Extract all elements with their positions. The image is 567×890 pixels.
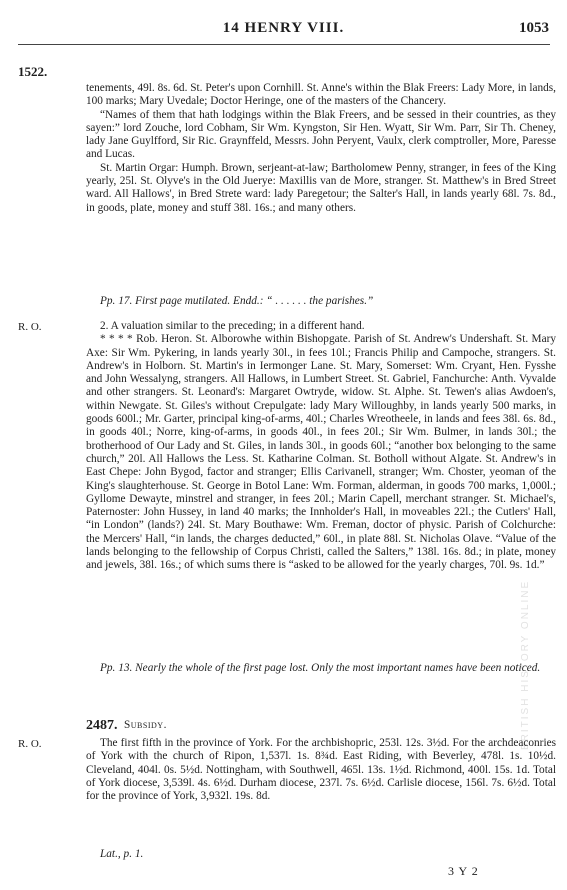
entry-source-ref: R. O. (18, 738, 42, 750)
page-number: 1053 (519, 20, 549, 36)
paragraph: St. Martin Orgar: Humph. Brown, serjeant-at-law; Bartholomew Penny, stranger, in fees of the King yearly, 25l. St. Olyve's in the Old Juerye: Maxillis van de More, stranger. St. Matthew's in Bred Street ward. All Hallows', in Bred Strete ward: lady Paregetour; the Salter's Hall, in lands yearly 68l. 7s. 8d., in goods, plate, money and stuff 38l. 16s.; and many others. (86, 161, 556, 214)
running-title: 14 HENRY VIII. (222, 20, 345, 36)
section-1-note: Pp. 17. First page mutilated. Endd.: “ . . . . . . the parishes.” (100, 295, 374, 307)
signature-mark: 3 Y 2 (448, 864, 479, 878)
paragraph: * * * * Rob. Heron. St. Alborowhe within Bishopgate. Parish of St. Andrew's Undershaft. St. Mary Axe: Sir Wm. Pykering, in lands yearly 30l., in fees 10l.; Francis Philip and Campoche, strangers. St. Andrew's in Holborn. St. Martin's in Iermonger Lane. St. Mary, Somerset: Wm. Cryant, Hen. Fysshe and John Wessalyng, strangers. All Hallows, in Lumbert Street. St. Gabriel, Fanchurche: Anth. Vyvalde and other strangers. St. Leonard's: Margaret Owtryde, widow. St. Alphe. St. Tewen's alias Awdoen's, within Newgate. St. Giles's without Crepulgate: lady Mary Willoughby, in lands yearly 500 marks, in goods 600l.; Mr. Garter, principal king-of-arms, 40l.; Charles Wreotheele, in lands and fees 38l. 6s. 8d., in goods 40l.; Norre, king-of-arms, in goods 40l., in fees 20l.; Sir Wm. Bulmer, in lands 30l.; the brotherhood of Our Lady and St. Giles, in lands 30l., in goods 60l.; “another box belonging to the same church,” 20l. All Hallows the Less. St. Katharine Colman. St. Botholl without Algate. St. Andrew's in East Chepe: John Bygod, factor and stranger; Ellis Carivanell, stranger; Wm. Choster, yeoman of the King's slaughterhouse. St. George in Botol Lane: Wm. Forman, alderman, in goods 700 marks, 1,000l.; Gyllome Dewayte, minstrel and stranger, in fees 20l.; Marin Capell, merchant stranger. St. Michael's, Paternoster: John Hussey, in land 40 marks; the Innholder's Hall, in moveables 22l.; the Cutlers' Hall, “in London” (lands?) 24l. St. Mary Bouthawe: Wm. Freman, doctor of physic. Parish of Colchurche: the Mercers' Hall, “in lands, the charges deducted,” 60l., in plate 88l. St. Nicholas Olave. “Value of the lands belonging to the fellowship of Corpus Christi, called the Salters,” 138l. 16s. 8d.; in plate, money and jewels, 38l. 16s.; of which sums there is “asked to be allowed for the yearly charges, 70l. 9s. 1d.” (86, 333, 556, 572)
paragraph: “Names of them that hath lodgings within the Blak Freers, and be sessed in their countries, as they sayen:” lord Zouche, lord Cobham, Sir Wm. Kyngston, Sir Hen. Wyatt, Sir Wm. Parr, Sir Th. Cheney, lady Jane Guylfford, Sir Ric. Graynffeld, Messrs. John Peryent, Vaulx, clerk comptroller, More, Paresse and Lucas. (86, 108, 556, 161)
section-2-body (86, 320, 556, 573)
entry-body (86, 737, 556, 803)
watermark: BRITISH HISTORY ONLINE (520, 579, 531, 750)
paragraph: tenements, 49l. 8s. 6d. St. Peter's upon Cornhill. St. Anne's within the Blak Freers: Lady More, in lands, 100 marks; Mary Uvedale; Doctor Heringe, one of the masters of the Chancery. (86, 82, 556, 108)
section-2-note: Pp. 13. Nearly the whole of the first page lost. Only the most important names have been noticed. (100, 662, 541, 674)
entry-footnote: Lat., p. 1. (100, 848, 144, 860)
paragraph: 2. A valuation similar to the preceding; in a different hand. (100, 320, 365, 332)
entry-title: Subsidy. (124, 719, 167, 731)
running-header (0, 20, 567, 40)
header-rule (18, 44, 550, 45)
section-2-source-ref: R. O. (18, 321, 42, 333)
entry-number: 2487. (86, 718, 118, 733)
paragraph: The first fifth in the province of York. For the archbishopric, 253l. 12s. 3½d. For the archdeaconries of York with the church of Ripon, 1,537l. 1s. 8¾d. East Riding, with Beverley, 478l. 1s. 10½d. Cleveland, 404l. 0s. 5½d. Nottingham, with Southwell, 465l. 13s. 1½d. Richmond, 400l. 15s. 1d. Total of York diocese, 3,539l. 4s. 6½d. Durham diocese, 237l. 7s. 6½d. Carlisle diocese, 156l. 7s. 6½d. Total for the province of York, 3,932l. 19s. 8d. (86, 737, 556, 803)
section-1-body (86, 82, 556, 215)
margin-year: 1522. (18, 64, 48, 79)
